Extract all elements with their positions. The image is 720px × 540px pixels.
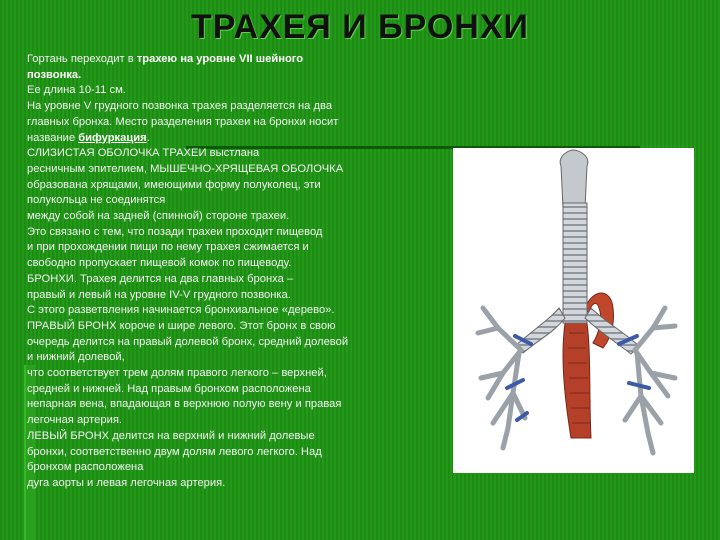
text-line: СЛИЗИСТАЯ ОБОЛОЧКА ТРАХЕИ выстлана (27, 147, 260, 160)
trachea-bronchi-drawing (453, 148, 694, 473)
text-line: название бифуркация. (27, 131, 150, 144)
text-line: что соответствует трем долям правого легкого – верхней, (27, 367, 327, 380)
left-bronchial-tree (625, 308, 675, 453)
trachea (563, 203, 587, 323)
text-line: правый и левый на уровне IV-V грудного позвонка. (27, 288, 291, 301)
text-line: дуга аорты и левая легочная артерия. (27, 476, 226, 489)
larynx (560, 150, 588, 208)
text-line: непарная вена, впадающая в верхнюю полую вену и правая (27, 398, 342, 411)
text-line: и нижний долевой, (27, 351, 125, 364)
right-main-bronchus (515, 308, 565, 353)
text-line: легочная артерия. (27, 414, 123, 427)
esophagus (563, 323, 591, 438)
text-line: ЛЕВЫЙ БРОНХ делится на верхний и нижний долевые (27, 429, 315, 442)
text-line: бронхи, соответственно двум долям левого легкого. Над (27, 445, 322, 458)
text-line: очередь делится на правый долевой бронх, средний долевой (27, 335, 349, 348)
text-line: позвонка. (27, 68, 82, 81)
text-line: ресничным эпителием, МЫШЕЧНО-ХРЯЩЕВАЯ ОБОЛОЧКА (27, 162, 344, 175)
text-line: средней и нижней. Над правым бронхом расположена (27, 382, 311, 395)
text-line: свободно пропускает пищевой комок по пищеводу. (27, 257, 292, 270)
text-line: Ее длина 10-11 см. (27, 84, 126, 97)
text-line: главных бронха. Место разделения трахеи на бронхи носит (27, 115, 339, 128)
text-line: На уровне V грудного позвонка трахея разделяется на два (27, 100, 333, 113)
trachea-bronchi-illustration (453, 148, 694, 473)
text-line: БРОНХИ. Трахея делится на два главных бронха – (27, 272, 294, 285)
right-bronchial-tree (478, 308, 525, 448)
text-line: бронхом расположена (27, 461, 144, 474)
text-line: между собой на задней (спинной) стороне трахеи. (27, 210, 290, 223)
slide-title: ТРАХЕЯ И БРОНХИ (191, 8, 529, 46)
text-line: полукольца не соединятся (27, 194, 166, 207)
text-line: образована хрящами, имеющими форму полуколец, эти (27, 178, 321, 191)
text-line: и при прохождении пищи по нему трахея сжимается и (27, 241, 309, 254)
text-line: С этого разветвления начинается бронхиальное «дерево». (27, 304, 335, 317)
text-line: ПРАВЫЙ БРОНХ короче и шире левого. Этот бронх в свою (27, 319, 336, 332)
body-text (27, 52, 447, 492)
text-line: Гортань переходит в трахею на уровне VII шейного (27, 53, 304, 65)
text-line: Это связано с тем, что позади трахеи проходит пищевод (27, 225, 323, 238)
